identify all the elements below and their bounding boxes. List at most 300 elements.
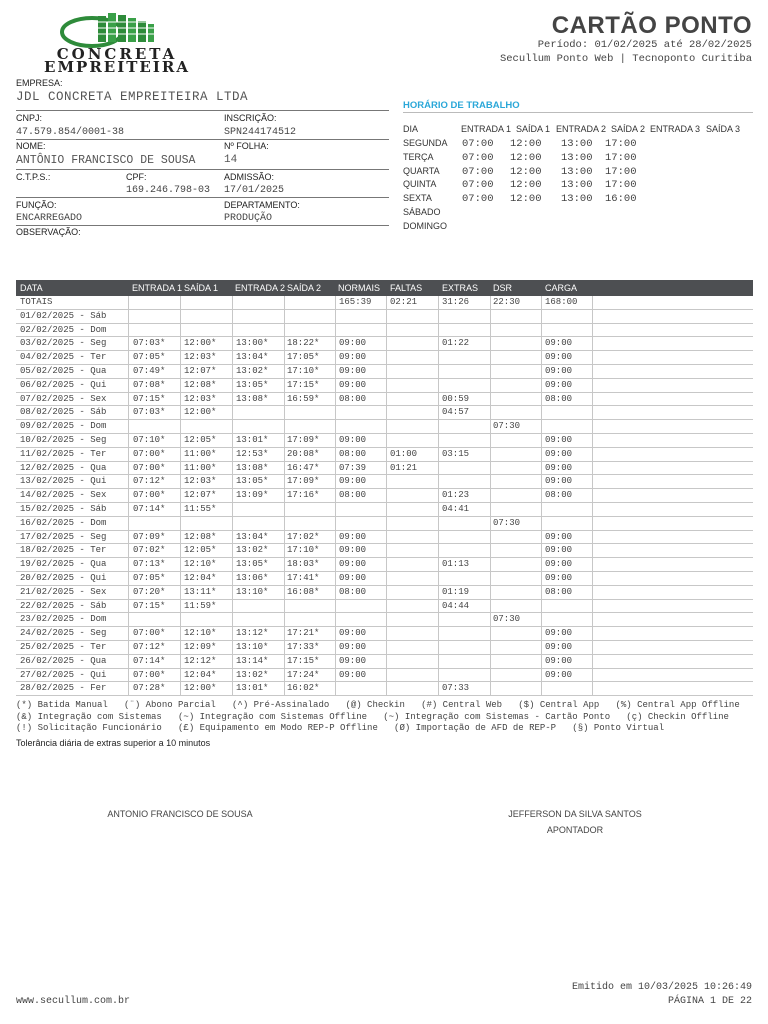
- cell-divider: [438, 586, 439, 599]
- table-row: [16, 393, 753, 407]
- cell-divider: [386, 627, 387, 640]
- schedule-cell: 17:00: [605, 179, 637, 192]
- table-cell: 09:00: [545, 669, 573, 680]
- cell-divider: [128, 393, 129, 406]
- table-cell: 16:59*: [287, 393, 320, 404]
- cell-divider: [438, 655, 439, 668]
- totals-carga: 168:00: [545, 297, 578, 307]
- cell-divider: [180, 420, 181, 433]
- cell-divider: [438, 337, 439, 350]
- empresa-value: JDL CONCRETA EMPREITEIRA LTDA: [16, 90, 249, 104]
- cell-divider: [335, 448, 336, 461]
- cell-divider: [128, 627, 129, 640]
- cell-divider: [386, 365, 387, 378]
- table-cell: 04:41: [442, 503, 470, 514]
- table-cell: 08:00: [339, 586, 367, 597]
- cell-divider: [438, 406, 439, 419]
- table-cell: 09:00: [339, 338, 367, 349]
- cell-divider: [438, 324, 439, 337]
- table-cell: 01:21: [390, 462, 418, 473]
- table-cell: 07:12*: [133, 476, 166, 487]
- cell-divider: [180, 669, 181, 682]
- table-cell: 01/02/2025 - Sáb: [20, 310, 107, 321]
- schedule-cell: SÁBADO: [403, 207, 441, 217]
- table-cell: 12:05*: [184, 545, 217, 556]
- cell-divider: [592, 448, 593, 461]
- cell-divider: [592, 324, 593, 337]
- cell-divider: [232, 475, 233, 488]
- cell-divider: [128, 296, 129, 309]
- table-cell: 13:04*: [236, 352, 269, 363]
- table-cell: 09:00: [545, 531, 573, 542]
- cell-divider: [128, 503, 129, 516]
- schedule-header-cell: ENTRADA 1: [461, 124, 512, 134]
- table-row: [16, 544, 753, 558]
- table-cell: 07:03*: [133, 338, 166, 349]
- schedule-row: [403, 207, 763, 221]
- cell-divider: [438, 669, 439, 682]
- schedule-cell: QUARTA: [403, 165, 440, 176]
- table-header-cell: SAÍDA 1: [184, 283, 219, 293]
- cell-divider: [438, 517, 439, 530]
- cell-divider: [592, 641, 593, 654]
- cell-divider: [232, 503, 233, 516]
- table-cell: 07:30: [493, 421, 521, 432]
- cell-divider: [284, 544, 285, 557]
- cell-divider: [232, 655, 233, 668]
- table-cell: 07:10*: [133, 434, 166, 445]
- table-cell: 09:00: [339, 476, 367, 487]
- schedule-row: [403, 152, 763, 166]
- table-cell: 09:00: [545, 448, 573, 459]
- cell-divider: [541, 365, 542, 378]
- cell-divider: [284, 489, 285, 502]
- cell-divider: [490, 586, 491, 599]
- cell-divider: [284, 351, 285, 364]
- cell-divider: [335, 627, 336, 640]
- cell-divider: [180, 503, 181, 516]
- schedule-cell: 07:00: [462, 138, 494, 150]
- totals-faltas: 02:21: [390, 297, 418, 307]
- table-cell: 09:00: [545, 572, 573, 583]
- table-cell: 02/02/2025 - Dom: [20, 324, 107, 335]
- table-row: [16, 448, 753, 462]
- table-cell: 08:00: [339, 490, 367, 501]
- table-cell: 09:00: [545, 338, 573, 349]
- cell-divider: [592, 365, 593, 378]
- cell-divider: [438, 503, 439, 516]
- cell-divider: [232, 572, 233, 585]
- cell-divider: [386, 531, 387, 544]
- table-cell: 07:00*: [133, 669, 166, 680]
- cell-divider: [438, 682, 439, 695]
- cell-divider: [490, 655, 491, 668]
- cell-divider: [541, 296, 542, 309]
- cell-divider: [541, 572, 542, 585]
- legend-line: (*) Batida Manual (¨) Abono Parcial (^) Pré-Assinalado (@) Checkin (#) Central Web ($) Central App (%) Central App Offline: [16, 700, 740, 710]
- cell-divider: [284, 517, 285, 530]
- table-cell: 17:24*: [287, 669, 320, 680]
- cell-divider: [541, 351, 542, 364]
- legend: [16, 700, 740, 735]
- cell-divider: [232, 517, 233, 530]
- table-cell: 07:03*: [133, 407, 166, 418]
- table-cell: 07:15*: [133, 393, 166, 404]
- table-cell: 17:09*: [287, 434, 320, 445]
- cell-divider: [438, 531, 439, 544]
- cell-divider: [386, 558, 387, 571]
- table-cell: 17/02/2025 - Seg: [20, 531, 107, 542]
- cell-divider: [128, 517, 129, 530]
- cell-divider: [541, 517, 542, 530]
- cell-divider: [128, 337, 129, 350]
- cell-divider: [490, 337, 491, 350]
- cell-divider: [490, 558, 491, 571]
- nome-value: ANTÔNIO FRANCISCO DE SOUSA: [16, 154, 196, 167]
- cell-divider: [232, 489, 233, 502]
- table-cell: 24/02/2025 - Seg: [20, 628, 107, 639]
- table-cell: 18/02/2025 - Ter: [20, 545, 107, 556]
- table-cell: 16:02*: [287, 683, 320, 694]
- table-cell: 17:21*: [287, 628, 320, 639]
- cell-divider: [335, 296, 336, 309]
- table-cell: 11:00*: [184, 462, 217, 473]
- cell-divider: [180, 655, 181, 668]
- table-cell: 22/02/2025 - Sáb: [20, 600, 107, 611]
- cell-divider: [386, 448, 387, 461]
- totals-normais: 165:39: [339, 297, 372, 307]
- schedule-header-cell: DIA: [403, 124, 419, 134]
- cell-divider: [541, 448, 542, 461]
- admissao-value: 17/01/2025: [224, 185, 285, 196]
- cell-divider: [335, 558, 336, 571]
- cell-divider: [180, 434, 181, 447]
- table-cell: 12:04*: [184, 669, 217, 680]
- table-cell: 09:00: [339, 572, 367, 583]
- cell-divider: [128, 448, 129, 461]
- cell-divider: [180, 310, 181, 323]
- divider: [403, 112, 753, 113]
- divider: [16, 110, 389, 111]
- cell-divider: [232, 406, 233, 419]
- table-cell: 10/02/2025 - Seg: [20, 434, 107, 445]
- empresa-label: EMPRESA:: [16, 78, 63, 88]
- table-row: [16, 365, 753, 379]
- table-header-cell: CARGA: [545, 283, 578, 293]
- table-cell: 03:15: [442, 448, 470, 459]
- table-cell: 06/02/2025 - Qui: [20, 379, 107, 390]
- cell-divider: [592, 544, 593, 557]
- cell-divider: [592, 337, 593, 350]
- table-cell: 08:00: [339, 393, 367, 404]
- table-cell: 13/02/2025 - Qui: [20, 476, 107, 487]
- cell-divider: [490, 641, 491, 654]
- table-cell: 07:00*: [133, 448, 166, 459]
- cell-divider: [284, 379, 285, 392]
- website-link[interactable]: www.secullum.com.br: [16, 996, 131, 1007]
- cell-divider: [335, 310, 336, 323]
- table-cell: 09:00: [545, 365, 573, 376]
- table-cell: 07/02/2025 - Sex: [20, 393, 107, 404]
- cell-divider: [180, 641, 181, 654]
- cell-divider: [284, 627, 285, 640]
- cell-divider: [386, 379, 387, 392]
- table-cell: 01:00: [390, 448, 418, 459]
- table-cell: 07:28*: [133, 683, 166, 694]
- table-cell: 07:12*: [133, 641, 166, 652]
- table-cell: 12:07*: [184, 365, 217, 376]
- schedule-cell: 12:00: [510, 151, 542, 164]
- schedule-row: [403, 138, 763, 152]
- cell-divider: [592, 572, 593, 585]
- schedule-cell: 07:00: [462, 193, 494, 206]
- cell-divider: [335, 655, 336, 668]
- cell-divider: [335, 434, 336, 447]
- table-cell: 17:41*: [287, 572, 320, 583]
- cell-divider: [232, 448, 233, 461]
- table-cell: 09:00: [339, 434, 367, 445]
- cell-divider: [541, 393, 542, 406]
- table-cell: 05/02/2025 - Qua: [20, 365, 107, 376]
- cell-divider: [592, 627, 593, 640]
- table-cell: 13:08*: [236, 393, 269, 404]
- table-row: [16, 406, 753, 420]
- logo-text-line1: CONCRETA: [56, 45, 178, 63]
- schedule-title: HORÁRIO DE TRABALHO: [403, 100, 520, 111]
- table-header-cell: NORMAIS: [338, 283, 381, 293]
- table-cell: 13:10*: [236, 641, 269, 652]
- inscricao-label: INSCRIÇÃO:: [224, 113, 277, 123]
- schedule-cell: SEGUNDA: [403, 138, 448, 148]
- cell-divider: [490, 682, 491, 695]
- table-cell: 12:00*: [184, 407, 217, 418]
- table-row: [16, 379, 753, 393]
- table-cell: 08:00: [545, 490, 573, 501]
- cell-divider: [592, 296, 593, 309]
- table-row: [16, 420, 753, 434]
- cell-divider: [490, 531, 491, 544]
- cell-divider: [335, 365, 336, 378]
- cell-divider: [180, 627, 181, 640]
- cell-divider: [386, 544, 387, 557]
- table-cell: 13:04*: [236, 531, 269, 542]
- table-cell: 12:12*: [184, 655, 217, 666]
- table-cell: 11:00*: [184, 448, 217, 459]
- cpf-label: CPF:: [126, 172, 147, 182]
- schedule-cell: 13:00: [561, 138, 593, 150]
- cell-divider: [386, 613, 387, 626]
- cell-divider: [335, 393, 336, 406]
- cell-divider: [438, 393, 439, 406]
- table-header-cell: DSR: [493, 283, 513, 293]
- cell-divider: [490, 434, 491, 447]
- cell-divider: [490, 365, 491, 378]
- table-cell: 13:00*: [236, 338, 269, 349]
- schedule-header-cell: SAÍDA 2: [611, 124, 646, 134]
- table-cell: 00:59: [442, 393, 470, 404]
- cell-divider: [386, 462, 387, 475]
- table-cell: 14/02/2025 - Sex: [20, 490, 107, 501]
- cell-divider: [180, 379, 181, 392]
- divider: [16, 197, 389, 198]
- table-cell: 09:00: [545, 545, 573, 556]
- table-cell: 12:03*: [184, 393, 217, 404]
- table-cell: 09:00: [339, 531, 367, 542]
- table-cell: 13:14*: [236, 655, 269, 666]
- cell-divider: [180, 544, 181, 557]
- cell-divider: [438, 475, 439, 488]
- cell-divider: [592, 531, 593, 544]
- cell-divider: [592, 682, 593, 695]
- schedule-cell: 17:00: [605, 151, 637, 164]
- cell-divider: [232, 379, 233, 392]
- schedule-row: [403, 166, 763, 180]
- cell-divider: [335, 379, 336, 392]
- cell-divider: [180, 682, 181, 695]
- cell-divider: [180, 613, 181, 626]
- table-cell: 17:10*: [287, 365, 320, 376]
- table-cell: 17:33*: [287, 641, 320, 652]
- schedule-cell: 07:00: [462, 179, 494, 192]
- table-cell: 13:01*: [236, 434, 269, 445]
- cell-divider: [490, 489, 491, 502]
- schedule-row: [403, 193, 763, 207]
- schedule-cell: 16:00: [605, 193, 637, 206]
- cell-divider: [490, 600, 491, 613]
- cell-divider: [232, 531, 233, 544]
- divider: [16, 169, 389, 170]
- cell-divider: [180, 586, 181, 599]
- cell-divider: [592, 503, 593, 516]
- folha-label: Nº FOLHA:: [224, 141, 269, 151]
- cell-divider: [438, 310, 439, 323]
- totals-dsr: 22:30: [493, 297, 521, 307]
- table-row: [16, 351, 753, 365]
- schedule-cell: 13:00: [561, 165, 593, 178]
- table-cell: 07:05*: [133, 352, 166, 363]
- departamento-label: DEPARTAMENTO:: [224, 200, 300, 210]
- cell-divider: [541, 544, 542, 557]
- cell-divider: [592, 586, 593, 599]
- cell-divider: [541, 627, 542, 640]
- cell-divider: [490, 406, 491, 419]
- table-row: [16, 627, 753, 641]
- table-cell: 18:22*: [287, 338, 320, 349]
- table-cell: 12/02/2025 - Qua: [20, 462, 107, 473]
- cell-divider: [490, 503, 491, 516]
- table-cell: 11:59*: [184, 600, 217, 611]
- table-cell: 12:05*: [184, 434, 217, 445]
- cell-divider: [490, 310, 491, 323]
- cell-divider: [386, 503, 387, 516]
- cell-divider: [128, 613, 129, 626]
- cell-divider: [335, 351, 336, 364]
- schedule-cell: 13:00: [561, 151, 593, 164]
- cell-divider: [490, 448, 491, 461]
- table-cell: 13:11*: [184, 586, 217, 597]
- table-cell: 07:00*: [133, 628, 166, 639]
- cell-divider: [232, 613, 233, 626]
- table-cell: 08:00: [339, 448, 367, 459]
- cell-divider: [592, 393, 593, 406]
- cell-divider: [386, 517, 387, 530]
- cell-divider: [335, 544, 336, 557]
- schedule-header-cell: ENTRADA 2: [556, 124, 607, 134]
- table-cell: 16/02/2025 - Dom: [20, 517, 107, 528]
- cell-divider: [541, 641, 542, 654]
- folha-value: 14: [224, 154, 238, 166]
- table-row: [16, 600, 753, 614]
- legend-line: (!) Solicitação Funcionário (£) Equipamento em Modo REP-P Offline (Ø) Importação de AFD de REP-P (§) Ponto Virtual: [16, 723, 665, 733]
- table-cell: 09:00: [545, 655, 573, 666]
- cnpj-label: CNPJ:: [16, 113, 43, 123]
- cell-divider: [541, 586, 542, 599]
- table-cell: 04/02/2025 - Ter: [20, 352, 107, 363]
- table-cell: 07:30: [493, 517, 521, 528]
- funcao-label: FUNÇÃO:: [16, 200, 57, 210]
- cell-divider: [386, 310, 387, 323]
- table-cell: 20:08*: [287, 448, 320, 459]
- cell-divider: [335, 462, 336, 475]
- cell-divider: [284, 655, 285, 668]
- cell-divider: [180, 296, 181, 309]
- emitted-date: Emitido em 10/03/2025 10:26:49: [571, 982, 752, 993]
- period-text: Período: 01/02/2025 até 28/02/2025: [537, 39, 752, 51]
- cell-divider: [490, 572, 491, 585]
- cell-divider: [592, 558, 593, 571]
- table-cell: 17:15*: [287, 379, 320, 390]
- cell-divider: [128, 641, 129, 654]
- table-cell: 09:00: [339, 655, 367, 666]
- cell-divider: [490, 379, 491, 392]
- table-header-cell: FALTAS: [390, 283, 423, 293]
- schedule-cell: 12:00: [510, 193, 542, 206]
- cell-divider: [128, 434, 129, 447]
- cell-divider: [128, 406, 129, 419]
- cell-divider: [335, 475, 336, 488]
- schedule-cell: 12:00: [510, 179, 542, 192]
- table-header: [16, 280, 753, 296]
- cell-divider: [232, 296, 233, 309]
- cell-divider: [438, 434, 439, 447]
- cell-divider: [128, 365, 129, 378]
- table-cell: 13:02*: [236, 669, 269, 680]
- schedule-cell: SEXTA: [403, 193, 432, 204]
- table-cell: 07:05*: [133, 572, 166, 583]
- cpf-value: 169.246.798-03: [126, 185, 211, 196]
- cell-divider: [128, 572, 129, 585]
- cell-divider: [232, 420, 233, 433]
- cell-divider: [284, 572, 285, 585]
- table-cell: 15/02/2025 - Sáb: [20, 503, 107, 514]
- cell-divider: [335, 682, 336, 695]
- cell-divider: [438, 627, 439, 640]
- table-cell: 09:00: [545, 462, 573, 473]
- cell-divider: [386, 655, 387, 668]
- cell-divider: [490, 420, 491, 433]
- table-cell: 17:15*: [287, 655, 320, 666]
- table-cell: 17:16*: [287, 490, 320, 501]
- cell-divider: [386, 586, 387, 599]
- cell-divider: [386, 324, 387, 337]
- cell-divider: [284, 365, 285, 378]
- cell-divider: [541, 669, 542, 682]
- cell-divider: [284, 393, 285, 406]
- cell-divider: [438, 420, 439, 433]
- table-row: [16, 324, 753, 338]
- table-cell: 12:09*: [184, 641, 217, 652]
- table-cell: 28/02/2025 - Fer: [20, 683, 107, 694]
